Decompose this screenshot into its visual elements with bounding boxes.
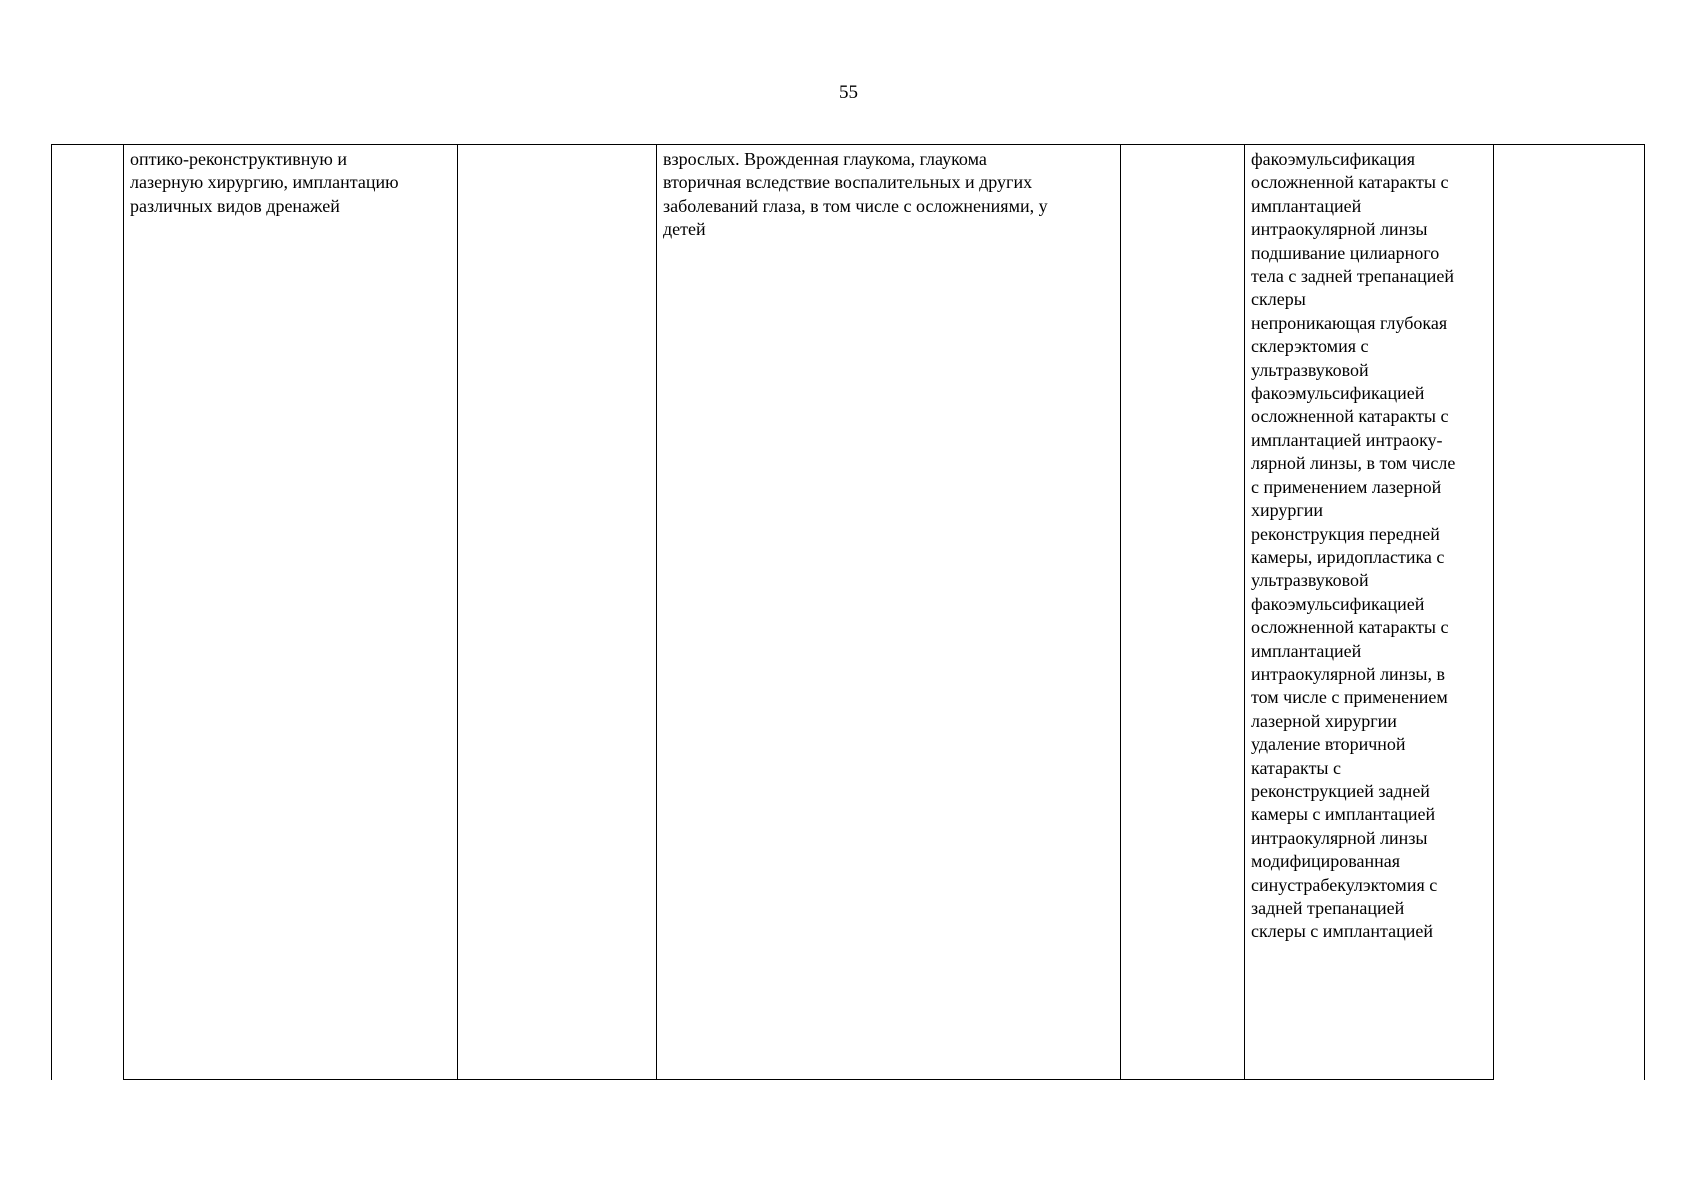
text-line: детей	[663, 219, 706, 240]
text-line: интраокулярной линзы	[1251, 219, 1428, 240]
text-line: интраокулярной линзы, в	[1251, 663, 1446, 684]
text-line: непроникающая глубокая	[1251, 312, 1448, 333]
text-line: тела с задней трепанацией	[1251, 266, 1455, 287]
procedures-table	[51, 144, 1645, 1080]
text-line: лярной линзы, в том числе	[1251, 453, 1456, 474]
text-line: факоэмульсификацией	[1251, 593, 1425, 614]
text-line: камеры, иридопластика с	[1251, 546, 1445, 567]
column-divider-2	[457, 144, 458, 1080]
procedure-paragraph	[1251, 523, 1487, 734]
text-line: имплантацией	[1251, 640, 1362, 661]
text-line: синустрабекулэктомия с	[1251, 874, 1438, 895]
text-line: реконструкцией задней	[1251, 780, 1430, 801]
text-line: лазерной хирургии	[1251, 710, 1397, 731]
text-line: различных видов дренажей	[130, 195, 340, 216]
text-line: заболеваний глаза, в том числе с осложнениями, у	[663, 195, 1048, 216]
cell-empty-6	[1494, 144, 1644, 148]
text-line: факоэмульсификацией	[1251, 383, 1425, 404]
text-line: удаление вторичной	[1251, 734, 1406, 755]
text-line: склерэктомия с	[1251, 336, 1369, 357]
text-line: ультразвуковой	[1251, 359, 1369, 380]
page-number: 55	[839, 82, 858, 103]
column-divider-3	[656, 144, 657, 1080]
text-line: склеры	[1251, 289, 1306, 310]
cell-empty-2	[458, 144, 656, 148]
text-line: лазерную хирургию, имплантацию	[130, 172, 399, 193]
text-line: с применением лазерной	[1251, 476, 1442, 497]
text-line: модифицированная	[1251, 851, 1401, 872]
table-bottom-rule	[123, 1079, 1494, 1080]
text-line: интраокулярной линзы	[1251, 827, 1428, 848]
text-line: факоэмульсификация	[1251, 149, 1415, 169]
text-line: оптико-реконструктивную и	[130, 149, 347, 169]
cell-procedures	[1245, 144, 1493, 944]
text-line: имплантацией интраоку-	[1251, 429, 1443, 450]
cell-treatment-method	[124, 144, 457, 218]
table-right-border	[1644, 144, 1645, 1080]
cell-diagnosis	[657, 144, 1120, 242]
text-line: вторичная вследствие воспалительных и других	[663, 172, 1033, 193]
text-line: задней трепанацией	[1251, 898, 1405, 918]
text-line: ультразвуковой	[1251, 570, 1369, 591]
column-divider-1	[123, 144, 124, 1080]
text-line: склеры с имплантацией	[1251, 921, 1434, 942]
procedure-paragraph	[1251, 148, 1487, 242]
text-line: осложненной катаракты с	[1251, 172, 1449, 193]
text-line: камеры с имплантацией	[1251, 804, 1436, 825]
table-left-border	[51, 144, 52, 1080]
procedure-paragraph	[1251, 312, 1487, 523]
text-line: катаракты с	[1251, 757, 1342, 778]
text-line: реконструкция передней	[1251, 523, 1440, 544]
column-divider-4	[1120, 144, 1121, 1080]
text-line: осложненной катаракты с	[1251, 617, 1449, 638]
procedure-paragraph	[1251, 850, 1487, 944]
text-line: подшивание цилиарного	[1251, 242, 1440, 263]
text-line: осложненной катаракты с	[1251, 406, 1449, 427]
text-line: взрослых. Врожденная глаукома, глаукома	[663, 149, 987, 169]
cell-empty-4	[1121, 144, 1244, 148]
text-line: имплантацией	[1251, 195, 1362, 216]
text-line: хирургии	[1251, 500, 1324, 521]
procedure-paragraph	[1251, 242, 1487, 312]
column-divider-6	[1493, 144, 1494, 1080]
procedure-paragraph	[1251, 733, 1487, 850]
text-line: том числе с применением	[1251, 687, 1448, 708]
